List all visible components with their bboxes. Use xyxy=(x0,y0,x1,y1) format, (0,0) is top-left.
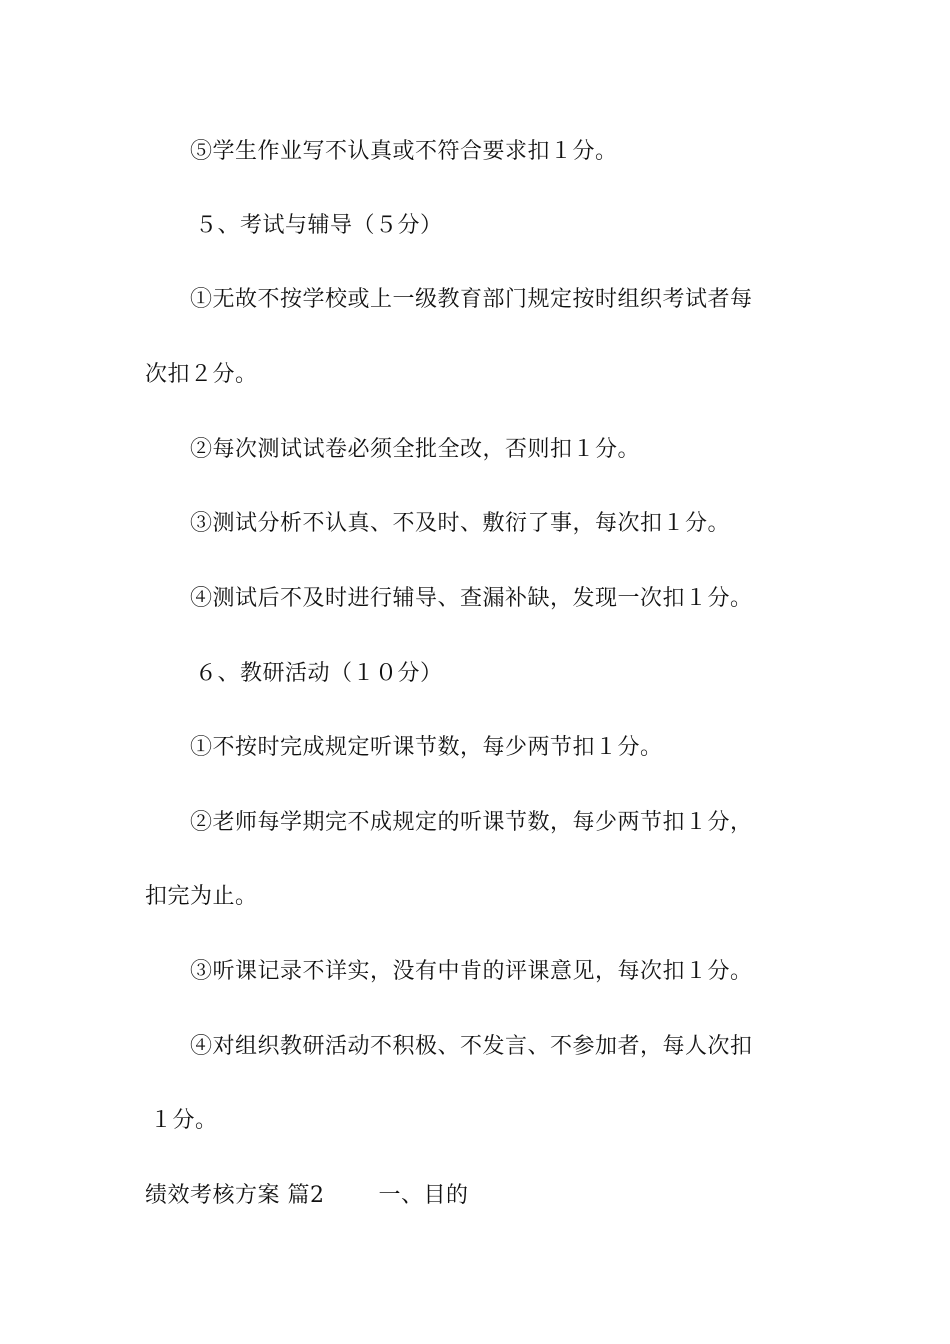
paragraph-line: ③听课记录不详实，没有中肯的评课意见，每次扣１分。 xyxy=(190,959,753,984)
paragraph-line: 次扣２分。 xyxy=(145,362,258,387)
paragraph-line: ①无故不按学校或上一级教育部门规定按时组织考试者每 xyxy=(190,287,753,312)
section-title: 一、目的 xyxy=(378,1183,469,1208)
section-heading: ６、教研活动（１０分） xyxy=(195,661,443,686)
paragraph-line: ②老师每学期完不成规定的听课节数，每少两节扣１分， xyxy=(190,810,753,835)
article-title: 绩效考核方案 篇2 xyxy=(145,1183,325,1208)
paragraph-line: ④对组织教研活动不积极、不发言、不参加者，每人次扣 xyxy=(190,1034,753,1059)
section-heading: ５、考试与辅导（５分） xyxy=(195,213,443,238)
paragraph-line: ⑤学生作业写不认真或不符合要求扣１分。 xyxy=(190,139,618,164)
paragraph-line: ②每次测试试卷必须全批全改，否则扣１分。 xyxy=(190,437,641,462)
article-heading xyxy=(145,1181,469,1211)
paragraph-line: ③测试分析不认真、不及时、敷衍了事，每次扣１分。 xyxy=(190,511,731,536)
paragraph-line: ①不按时完成规定听课节数，每少两节扣１分。 xyxy=(190,735,663,760)
paragraph-line: ④测试后不及时进行辅导、查漏补缺，发现一次扣１分。 xyxy=(190,586,753,611)
paragraph-line: 扣完为止。 xyxy=(145,884,258,909)
paragraph-line: １分。 xyxy=(150,1108,218,1133)
